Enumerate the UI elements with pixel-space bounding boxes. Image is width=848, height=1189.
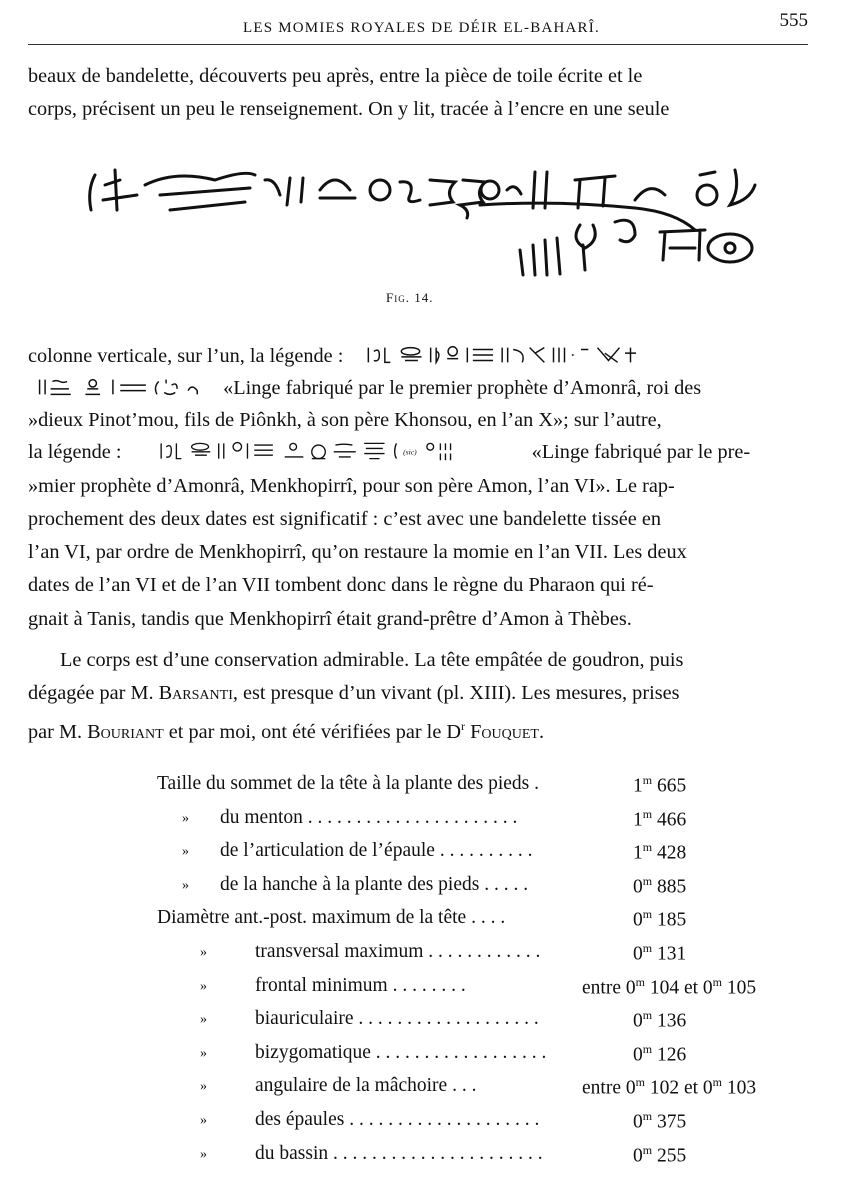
hieroglyph-legend-1b (28, 376, 218, 398)
hieroglyph-legend-1 (348, 344, 748, 366)
measure-label: transversal maximum . . . . . . . . . . . . (255, 941, 541, 962)
measure-value: 0$^m$ 375 (633, 1109, 687, 1133)
ditto-mark: » (200, 1045, 207, 1061)
page-header (28, 6, 808, 36)
measure-value: 1$^m$ 665 (633, 773, 687, 797)
measure-value: 0$^m$ 185 (633, 907, 687, 931)
ditto-mark: » (200, 945, 207, 960)
measure-label: bizygomatique . . . . . . . . . . . . . . . . . . (255, 1041, 547, 1063)
measure-label: de l’articulation de l’épaule . . . . . . . . . . (220, 840, 533, 862)
para3-line2-a: dégagée par M. (28, 682, 154, 704)
measure-label: du bassin . . . . . . . . . . . . . . . . . . . . . . (255, 1142, 543, 1164)
measure-value: 0$^m$ 885 (633, 873, 687, 898)
para3-line3-c: . (538, 720, 545, 743)
measure-value: 1$^m$ 428 (633, 840, 687, 864)
ditto-mark: » (182, 877, 189, 893)
measure-label: des épaules . . . . . . . . . . . . . . . . . . . . (255, 1109, 540, 1130)
para2-line4-text-b: «Linge fabriqué par le pre- (531, 441, 751, 463)
ditto-mark: » (182, 810, 189, 826)
para3-line3-b: et par moi, ont été vérifiées par le D (168, 720, 462, 743)
measure-label: de la hanche à la plante des pieds . . . . . (220, 873, 529, 895)
name-bouriant: Bouriant (87, 720, 164, 743)
measure-value: entre 0$^m$ 104 et 0$^m$ 105 (582, 974, 757, 999)
hieroglyph-legend-2 (127, 440, 527, 462)
para2-line1-text: colonne verticale, sur l’un, la légende : (28, 345, 344, 367)
ditto-mark: » (182, 844, 189, 860)
measure-label: angulaire de la mâchoire . . . (255, 1075, 477, 1097)
measure-label: frontal minimum . . . . . . . . (255, 974, 466, 996)
hieratic-figure (75, 150, 775, 285)
para3-line2 (28, 677, 680, 710)
page-number: 555 (779, 10, 808, 31)
para2-line9: gnait à Tanis, tandis que Menkhopirrî était grand-prêtre d’Amon à Thèbes. (28, 608, 632, 630)
header-rule (28, 44, 808, 45)
ditto-mark: » (200, 1146, 207, 1162)
measure-value: 0$^m$ 126 (633, 1041, 687, 1066)
name-barsanti: Barsanti (158, 682, 233, 704)
measure-label: biauriculaire . . . . . . . . . . . . . . . . . . . (255, 1008, 539, 1030)
measure-value: 0$^m$ 255 (633, 1142, 687, 1167)
para3-line2-b: , est presque d’un vivant (pl. XIII). Les mesures, prises (232, 682, 680, 704)
ditto-mark: » (200, 1113, 207, 1128)
para2-line3: »dieux Pinot’mou, fils de Piônkh, à son père Khonsou, en l’an X»; sur l’autre, (28, 409, 662, 431)
running-title: LES MOMIES ROYALES DE DÉIR EL-BAHARÎ. (243, 20, 600, 36)
measure-label: Diamètre ant.-post. maximum de la tête . . . . (157, 907, 506, 929)
para1-line1: beaux de bandelette, découverts peu après, entre la pièce de toile écrite et le (28, 65, 643, 87)
para2-line5: »mier prophète d’Amonrâ, Menkhopirrî, pour son père Amon, l’an VI». Le rap- (28, 475, 675, 497)
para2-line1 (28, 340, 748, 373)
svg-text:(sic): (sic) (402, 447, 417, 457)
ditto-mark: » (200, 1012, 207, 1028)
name-fouquet: Fouquet (470, 720, 539, 743)
doctor-sup: r (461, 719, 466, 733)
para2-line8: dates de l’an VI et de l’an VII tombent donc dans le règne du Pharaon qui ré- (28, 574, 654, 596)
para2-line4 (28, 436, 750, 469)
measure-label: du menton . . . . . . . . . . . . . . . . . . . . . . (220, 806, 518, 828)
figure-caption: Fig. 14. (386, 290, 434, 305)
para2-line2 (28, 372, 701, 405)
ditto-mark: » (200, 978, 207, 994)
measure-value: 0$^m$ 136 (633, 1008, 687, 1032)
para3-line1: Le corps est d’une conservation admirable. La tête empâtée de goudron, puis (60, 649, 684, 671)
para2-line2-text: «Linge fabriqué par le premier prophète d’Amonrâ, roi des (223, 377, 702, 399)
para3-line3-a: par M. (28, 720, 83, 743)
para1-line2: corps, précisent un peu le renseignement. On y lit, tracée à l’encre en une seule (28, 98, 670, 120)
para2-line7: l’an VI, par ordre de Menkhopirrî, qu’on restaure la momie en l’an VII. Les deux (28, 541, 687, 563)
measure-value: entre 0$^m$ 102 et 0$^m$ 103 (582, 1075, 757, 1099)
measure-label: Taille du sommet de la tête à la plante des pieds . (157, 773, 540, 794)
para2-line4-text-a: la légende : (28, 441, 122, 463)
para3-line3 (28, 710, 544, 748)
ditto-mark: » (200, 1079, 207, 1095)
measure-value: 1$^m$ 466 (633, 806, 687, 831)
measure-value: 0$^m$ 131 (633, 941, 687, 965)
para2-line6: prochement des deux dates est significatif : c’est avec une bandelette tissée en (28, 508, 661, 530)
